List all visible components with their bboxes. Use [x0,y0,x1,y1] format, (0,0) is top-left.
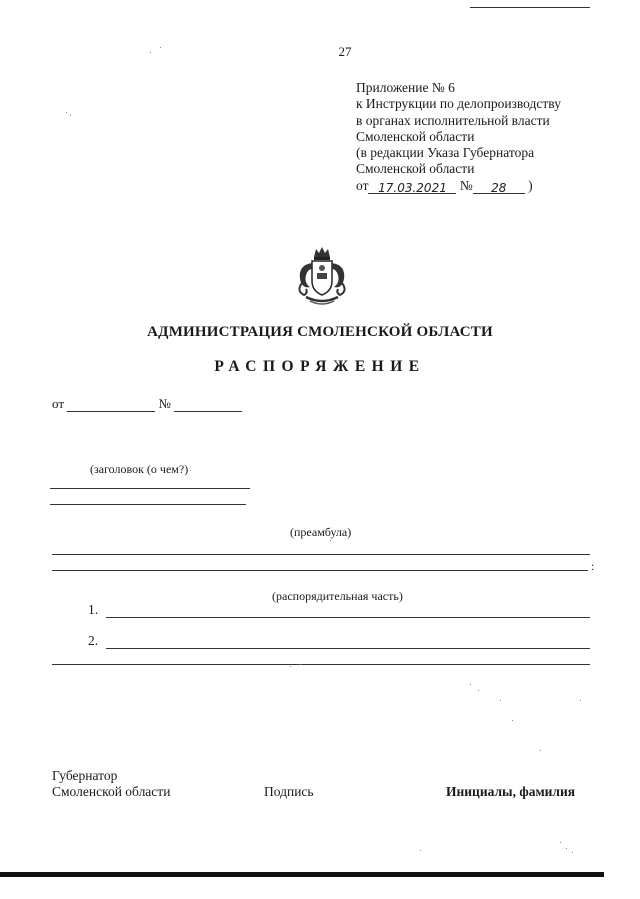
item-number-2: 2. [88,633,99,648]
date-from-label: от [52,396,65,411]
appendix-line: Смоленской области [356,128,475,144]
appendix-line: Приложение № 6 [356,80,455,95]
document-type: РАСПОРЯЖЕНИЕ [214,358,426,375]
organization-name: АДМИНИСТРАЦИЯ СМОЛЕНСКОЙ ОБЛАСТИ [147,324,493,340]
title-hint: (заголовок (о чем?) [90,462,189,476]
appendix-number-handwritten: 28 [473,180,525,194]
preamble-hint: (преамбула) [290,525,352,539]
number-label: № [158,396,171,411]
initials-surname-label: Инициалы, фамилия [446,784,576,799]
appendix-from-label: от [356,177,369,193]
appendix-closing-paren: ) [528,177,533,193]
operative-hint: (распорядительная часть) [272,589,403,603]
item-number-1: 1. [88,602,99,617]
appendix-number-label: № [459,177,473,193]
page-number: 27 [338,44,352,59]
appendix-line: в органах исполнительной власти [356,112,550,128]
signature-label: Подпись [264,784,314,799]
appendix-line: Смоленской области [356,161,475,177]
signer-position-line: Губернатор [52,768,118,783]
preamble-colon: : [591,559,595,573]
appendix-date-handwritten: 17.03.2021 [368,180,456,194]
appendix-line: к Инструкции по делопроизводству [356,96,561,112]
appendix-line: (в редакции Указа Губернатора [356,145,535,161]
signer-position-line: Смоленской области [52,784,171,799]
